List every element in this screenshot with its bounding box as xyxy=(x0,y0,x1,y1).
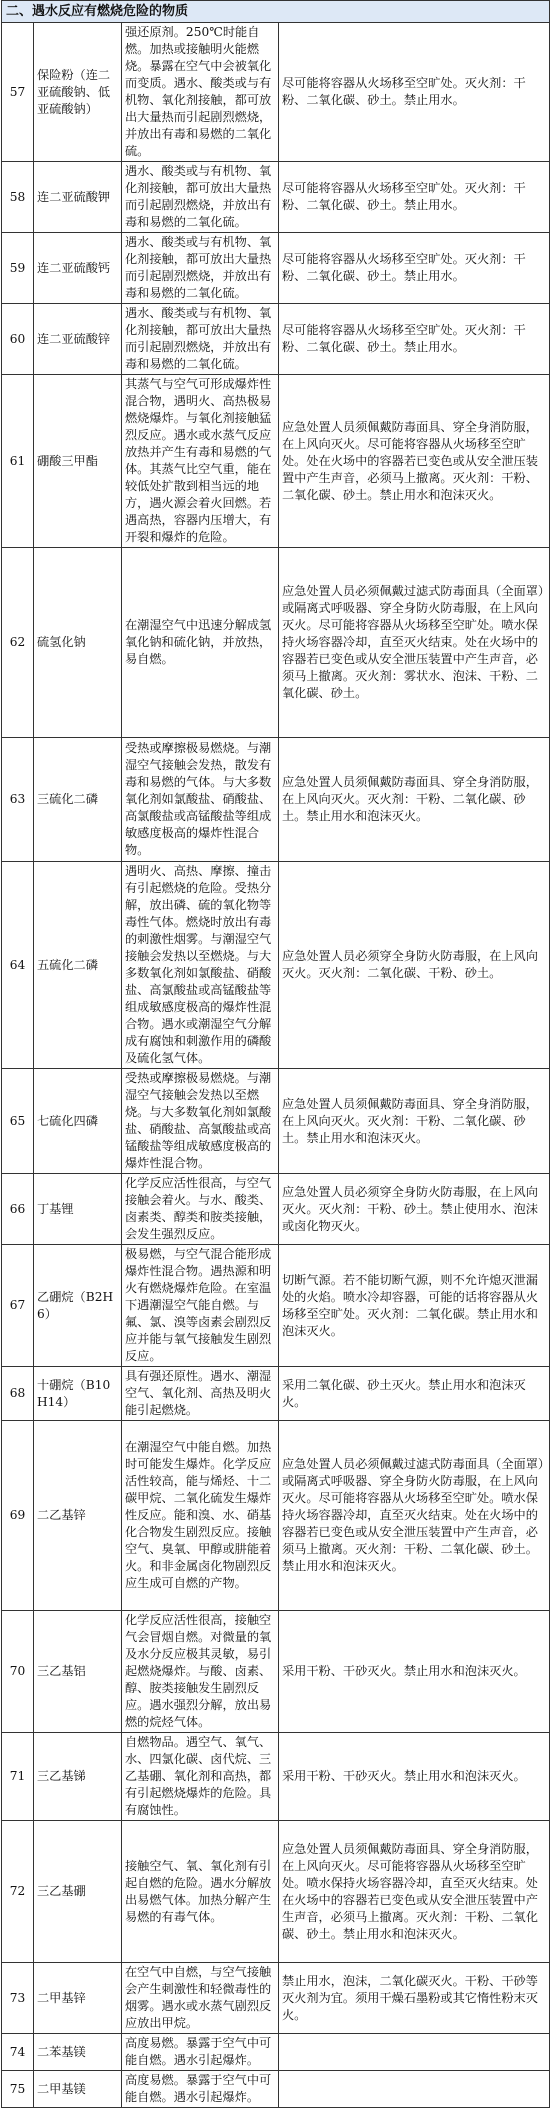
substance-name: 二甲基锌 xyxy=(34,1963,122,2034)
firefighting-measure: 禁止用水，泡沫，二氧化碳灭火。干粉、干砂等灭火剂为宜。须用干燥石墨粉或其它惰性粉末灭火。 xyxy=(279,1963,550,2034)
table-row xyxy=(2,1367,550,1421)
row-number: 67 xyxy=(2,1245,34,1367)
firefighting-measure: 切断气源。若不能切断气源，则不允许熄灭泄漏处的火焰。喷水冷却容器，可能的话将容器从火场移至空旷处。灭火剂：二氧化碳。禁止用水和泡沫灭火。 xyxy=(279,1245,550,1367)
row-number: 75 xyxy=(2,2071,34,2108)
table-row xyxy=(2,375,550,548)
table-row xyxy=(2,2034,550,2071)
hazard-table xyxy=(1,0,550,2108)
hazard-description: 强还原剂。250℃时能自燃。加热或接触明火能燃烧。暴露在空气中会被氧化而变质。遇水、酸类或与有机物、氧化剂接触，都可放出大量热而引起剧烈燃烧，并放出有毒和易燃的二氧化硫。 xyxy=(122,23,279,162)
substance-name: 三乙基锑 xyxy=(34,1733,122,1821)
firefighting-measure: 采用干粉、干砂灭火。禁止用水和泡沫灭火。 xyxy=(279,1733,550,1821)
table-row xyxy=(2,1611,550,1733)
substance-name: 硫氢化钠 xyxy=(34,548,122,738)
firefighting-measure xyxy=(279,2071,550,2108)
substance-name: 三乙基硼 xyxy=(34,1821,122,1963)
row-number: 69 xyxy=(2,1421,34,1611)
table-row xyxy=(2,1245,550,1367)
hazard-description: 化学反应活性很高，与空气接触会着火。与水、酸类、卤素类、醇类和胺类接触，会发生强烈反应。 xyxy=(122,1174,279,1245)
row-number: 60 xyxy=(2,304,34,375)
hazard-description: 遇明火、高热、摩擦、撞击有引起燃烧的危险。受热分解，放出磷、硫的氧化物等毒性气体。燃烧时放出有毒的刺激性烟雾。与潮湿空气接触会发热以至燃烧。与大多数氧化剂如氯酸盐、硝酸盐、高氯酸盐或高锰酸盐等组成敏感度极高的爆炸性混合物。遇水或潮湿空气分解成有腐蚀和刺激作用的磷酸及硫化氢气体。 xyxy=(122,862,279,1069)
section-title: 二、遇水反应有燃烧危险的物质 xyxy=(2,1,550,23)
row-number: 73 xyxy=(2,1963,34,2034)
firefighting-measure: 应急处置人员须佩戴防毒面具、穿全身消防服，在上风向灭火。灭火剂：干粉、二氧化碳、砂土。禁止用水和泡沫灭火。 xyxy=(279,738,550,862)
firefighting-measure: 应急处置人员必须佩戴过滤式防毒面具（全面罩）或隔离式呼吸器、穿全身防火防毒服，在上风向灭火。尽可能将容器从火场移至空旷处。喷水保持火场容器冷却，直至灭火结束。处在火场中的容器若已变色或从安全泄压装置中产生声音，必须马上撤离。灭火剂：干粉、二氧化碳、砂土。禁止用水和泡沫灭火。 xyxy=(279,1421,550,1611)
substance-name: 连二亚硫酸钾 xyxy=(34,162,122,233)
substance-name: 二甲基镁 xyxy=(34,2071,122,2108)
table-row xyxy=(2,1069,550,1174)
row-number: 61 xyxy=(2,375,34,548)
substance-name: 二乙基锌 xyxy=(34,1421,122,1611)
hazard-description: 在潮湿空气中迅速分解成氢氧化钠和硫化钠，并放热，易自燃。 xyxy=(122,548,279,738)
row-number: 62 xyxy=(2,548,34,738)
hazard-description: 其蒸气与空气可形成爆炸性混合物，遇明火、高热极易燃烧爆炸。与氧化剂接触猛烈反应。遇水或水蒸气反应放热并产生有毒和易燃的气体。其蒸气比空气重，能在较低处扩散到相当远的地方，遇火源会着火回燃。若遇高热，容器内压增大，有开裂和爆炸的危险。 xyxy=(122,375,279,548)
firefighting-measure: 采用干粉、干砂灭火。禁止用水和泡沫灭火。 xyxy=(279,1611,550,1733)
table-row xyxy=(2,2071,550,2108)
firefighting-measure: 应急处置人员必须穿全身防火防毒服，在上风向灭火。灭火剂：干粉、砂土。禁止使用水、泡沫或卤化物灭火。 xyxy=(279,1174,550,1245)
hazard-description: 遇水、酸类或与有机物、氧化剂接触，都可放出大量热而引起剧烈燃烧，并放出有毒和易燃的二氧化硫。 xyxy=(122,162,279,233)
hazard-description: 受热或摩擦极易燃烧。与潮湿空气接触会发热以至燃烧。与大多数氧化剂如氯酸盐、硝酸盐、高氯酸盐或高锰酸盐等组成敏感度极高的爆炸性混合物。 xyxy=(122,1069,279,1174)
table-row xyxy=(2,23,550,162)
firefighting-measure: 应急处置人员须佩戴防毒面具、穿全身消防服，在上风向灭火。灭火剂：干粉、二氧化碳、砂土。禁止用水和泡沫灭火。 xyxy=(279,1069,550,1174)
row-number: 70 xyxy=(2,1611,34,1733)
row-number: 68 xyxy=(2,1367,34,1421)
hazard-description: 化学反应活性很高，接触空气会冒烟自燃。对微量的氧及水分反应极其灵敏，易引起燃烧爆炸。与酸、卤素、醇、胺类接触发生剧烈反应。遇水强烈分解，放出易燃的烷烃气体。 xyxy=(122,1611,279,1733)
substance-name: 三乙基铝 xyxy=(34,1611,122,1733)
firefighting-measure: 应急处置人员必须穿全身防火防毒服，在上风向灭火。灭火剂：二氧化碳、干粉、砂土。 xyxy=(279,862,550,1069)
substance-name: 五硫化二磷 xyxy=(34,862,122,1069)
table-row xyxy=(2,1733,550,1821)
table-body xyxy=(2,1,550,2108)
firefighting-measure: 尽可能将容器从火场移至空旷处。灭火剂：干粉、二氧化碳、砂土。禁止用水。 xyxy=(279,304,550,375)
row-number: 74 xyxy=(2,2034,34,2071)
substance-name: 乙硼烷（B2H6） xyxy=(34,1245,122,1367)
hazard-description: 受热或摩擦极易燃烧。与潮湿空气接触会发热，散发有毒和易燃的气体。与大多数氧化剂如氯酸盐、硝酸盐、高氯酸盐或高锰酸盐等组成敏感度极高的爆炸性混合物。 xyxy=(122,738,279,862)
table-row xyxy=(2,1421,550,1611)
row-number: 59 xyxy=(2,233,34,304)
table-row xyxy=(2,233,550,304)
substance-name: 七硫化四磷 xyxy=(34,1069,122,1174)
table-row xyxy=(2,1174,550,1245)
table-row xyxy=(2,548,550,738)
firefighting-measure: 尽可能将容器从火场移至空旷处。灭火剂：干粉、二氧化碳、砂土。禁止用水。 xyxy=(279,23,550,162)
hazard-description: 遇水、酸类或与有机物、氧化剂接触，都可放出大量热而引起剧烈燃烧，并放出有毒和易燃的二氧化硫。 xyxy=(122,233,279,304)
hazard-description: 接触空气、氧、氧化剂有引起自燃的危险。遇水分解放出易燃气体。加热分解产生易燃的有毒气体。 xyxy=(122,1821,279,1963)
firefighting-measure xyxy=(279,2034,550,2071)
firefighting-measure: 应急处置人员须佩戴防毒面具、穿全身消防服，在上风向灭火。尽可能将容器从火场移至空旷处。喷水保持火场容器冷却，直至灭火结束。处在火场中的容器若已变色或从安全泄压装置中产生声音，必须马上撤离。灭火剂：干粉、二氧化碳、砂土。禁止用水和泡沫灭火。 xyxy=(279,1821,550,1963)
row-number: 63 xyxy=(2,738,34,862)
row-number: 66 xyxy=(2,1174,34,1245)
table-row xyxy=(2,304,550,375)
hazard-description: 具有强还原性。遇水、潮湿空气、氧化剂、高热及明火能引起燃烧。 xyxy=(122,1367,279,1421)
hazard-description: 在潮湿空气中能自燃。加热时可能发生爆炸。化学反应活性较高，能与烯烃、十二碳甲烷、二氧化硫发生爆炸性反应。能和溴、水、硝基化合物发生剧烈反应。接触空气、臭氧、甲醇或肼能着火。和非金属卤化物剧烈反应生成可自燃的产物。 xyxy=(122,1421,279,1611)
row-number: 72 xyxy=(2,1821,34,1963)
substance-name: 连二亚硫酸钙 xyxy=(34,233,122,304)
row-number: 58 xyxy=(2,162,34,233)
row-number: 71 xyxy=(2,1733,34,1821)
table-row xyxy=(2,862,550,1069)
substance-name: 丁基锂 xyxy=(34,1174,122,1245)
row-number: 57 xyxy=(2,23,34,162)
hazard-description: 高度易燃。暴露于空气中可能自燃。遇水引起爆炸。 xyxy=(122,2034,279,2071)
firefighting-measure: 尽可能将容器从火场移至空旷处。灭火剂：干粉、二氧化碳、砂土。禁止用水。 xyxy=(279,233,550,304)
table-row xyxy=(2,738,550,862)
substance-name: 连二亚硫酸锌 xyxy=(34,304,122,375)
table-row xyxy=(2,1963,550,2034)
firefighting-measure: 尽可能将容器从火场移至空旷处。灭火剂：干粉、二氧化碳、砂土。禁止用水。 xyxy=(279,162,550,233)
row-number: 65 xyxy=(2,1069,34,1174)
hazard-description: 在空气中自燃，与空气接触会产生刺激性和轻微毒性的烟雾。遇水或水蒸气剧烈反应放出甲烷。 xyxy=(122,1963,279,2034)
substance-name: 十硼烷（B10H14） xyxy=(34,1367,122,1421)
firefighting-measure: 应急处置人员必须佩戴过滤式防毒面具（全面罩）或隔离式呼吸器、穿全身防火防毒服，在上风向灭火。尽可能将容器从火场移至空旷处。喷水保持火场容器冷却，直至灭火结束。处在火场中的容器若已变色或从安全泄压装置中产生声音，必须马上撤离。灭火剂：雾状水、泡沫、干粉、二氧化碳、砂土。 xyxy=(279,548,550,738)
hazard-description: 自燃物品。遇空气、氧气、水、四氯化碳、卤代烷、三乙基硼、氧化剂和高热，都有引起燃烧爆炸的危险。具有腐蚀性。 xyxy=(122,1733,279,1821)
hazard-description: 高度易燃。暴露于空气中可能自燃。遇水引起爆炸。 xyxy=(122,2071,279,2108)
row-number: 64 xyxy=(2,862,34,1069)
table-row xyxy=(2,1821,550,1963)
firefighting-measure: 采用二氧化碳、砂土灭火。禁止用水和泡沫灭火。 xyxy=(279,1367,550,1421)
substance-name: 硼酸三甲酯 xyxy=(34,375,122,548)
substance-name: 二苯基镁 xyxy=(34,2034,122,2071)
substance-name: 三硫化二磷 xyxy=(34,738,122,862)
table-row xyxy=(2,162,550,233)
substance-name: 保险粉（连二亚硫酸钠、低亚硫酸钠） xyxy=(34,23,122,162)
section-header-row xyxy=(2,1,550,23)
hazard-description: 极易燃，与空气混合能形成爆炸性混合物。遇热源和明火有燃烧爆炸危险。在室温下遇潮湿空气能自燃。与氟、氯、溴等卤素会剧烈反应并能与氧气接触发生剧烈反应。 xyxy=(122,1245,279,1367)
hazard-description: 遇水、酸类或与有机物、氧化剂接触，都可放出大量热而引起剧烈燃烧，并放出有毒和易燃的二氧化硫。 xyxy=(122,304,279,375)
firefighting-measure: 应急处置人员须佩戴防毒面具、穿全身消防服，在上风向灭火。尽可能将容器从火场移至空旷处。处在火场中的容器若已变色或从安全泄压装置中产生声音，必须马上撤离。灭火剂：干粉、二氧化碳、砂土。禁止用水和泡沫灭火。 xyxy=(279,375,550,548)
